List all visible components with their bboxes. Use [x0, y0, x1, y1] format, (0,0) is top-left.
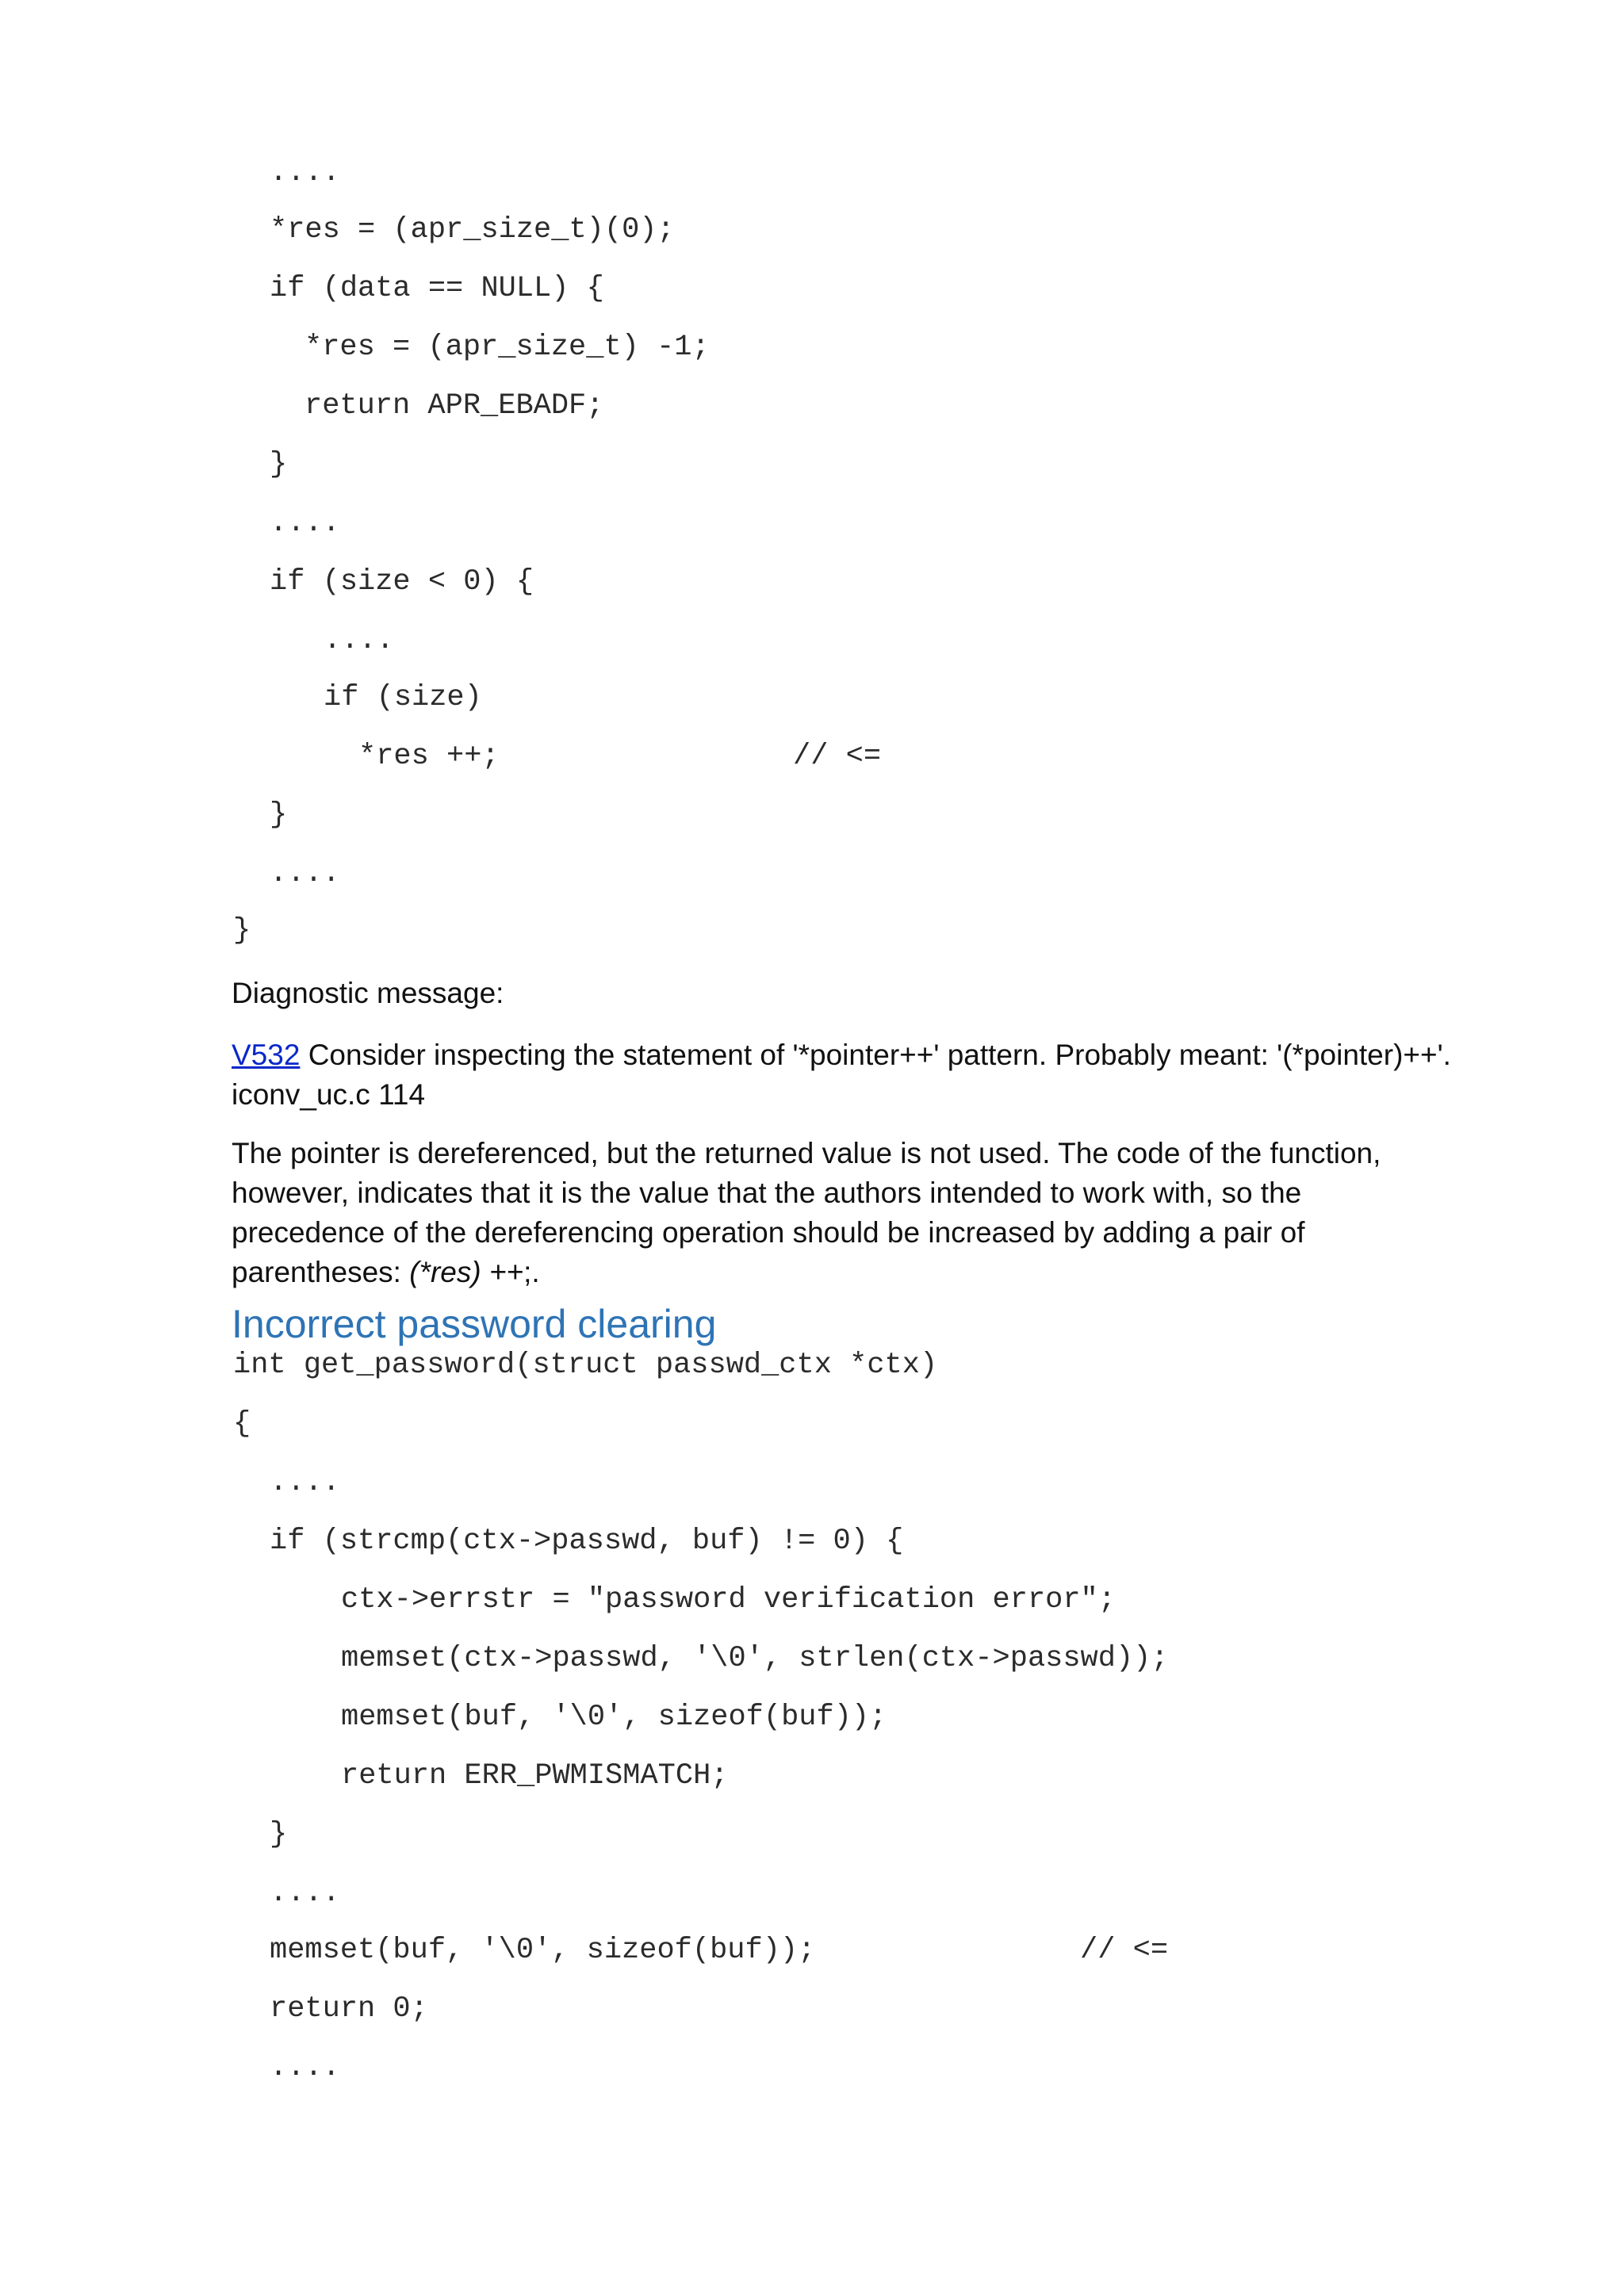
explanation-paragraph [232, 1134, 1453, 1292]
section-heading: Incorrect password clearing [232, 1302, 717, 1346]
diagnostic-location: iconv_uc.c 114 [232, 1078, 426, 1111]
code-line: .... [270, 507, 340, 540]
code-line: .... [270, 2051, 340, 2084]
code-line: memset(ctx->passwd, '\0', strlen(ctx->passwd)); [341, 1642, 1169, 1675]
code-line: } [270, 1818, 288, 1851]
code-line: *res = (apr_size_t)(0); [270, 213, 675, 247]
code-line: .... [270, 1877, 340, 1910]
code-line: memset(buf, '\0', sizeof(buf)); [341, 1701, 887, 1734]
code-comment: // <= [1080, 1934, 1169, 1967]
code-line: { [233, 1407, 251, 1441]
code-line: } [270, 448, 288, 481]
explanation-text: The pointer is dereferenced, but the returned value is not used. The code of the function, however, indicates that it is the value that the authors intended to work with, so the precedence of the dereferencing operation should be increased by adding a pair of parentheses: [232, 1137, 1381, 1288]
code-line: if (strcmp(ctx->passwd, buf) != 0) { [270, 1525, 904, 1558]
code-line: .... [270, 156, 340, 189]
code-line: return ERR_PWMISMATCH; [341, 1759, 729, 1793]
code-comment: // <= [793, 740, 882, 773]
diagnostic-message [232, 1035, 1453, 1115]
code-line: .... [324, 624, 394, 657]
code-line: .... [270, 857, 340, 890]
code-line: return APR_EBADF; [304, 389, 604, 423]
code-line: if (size < 0) { [270, 565, 534, 599]
code-line: return 0; [270, 1992, 428, 2026]
code-line: int get_password(struct passwd_ctx *ctx) [233, 1349, 938, 1382]
code-line: ctx->errstr = "password verification error"; [341, 1583, 1116, 1617]
diagnostic-text: Consider inspecting the statement of '*pointer++' pattern. Probably meant: '(*pointer)++'. [300, 1039, 1451, 1071]
diagnostic-label: Diagnostic message: [232, 977, 504, 1009]
code-line: .... [270, 1466, 340, 1499]
code-line: if (size) [324, 681, 482, 714]
code-line: if (data == NULL) { [270, 272, 604, 305]
code-line: *res ++; [358, 740, 500, 773]
explanation-tail: ;. [523, 1256, 540, 1288]
code-line: } [270, 798, 288, 832]
explanation-emphasis: (*res) ++ [409, 1256, 524, 1288]
code-line: } [233, 914, 251, 947]
diagnostic-code-link[interactable]: V532 [232, 1039, 301, 1071]
code-line: *res = (apr_size_t) -1; [304, 331, 710, 364]
code-line: memset(buf, '\0', sizeof(buf)); [270, 1934, 816, 1967]
